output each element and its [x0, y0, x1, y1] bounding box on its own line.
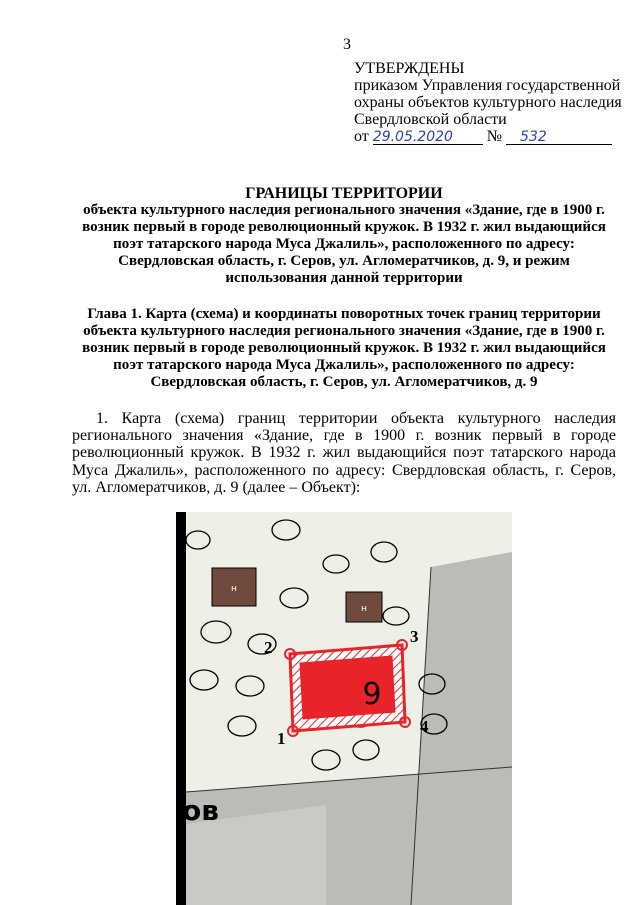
house-label: н — [231, 584, 237, 594]
chapter-line: объекта культурного наследия регионального значения «Здание, где в 1900 г. — [83, 323, 605, 339]
street-label: ов — [182, 794, 219, 827]
number-value: 532 — [520, 129, 547, 145]
chapter-line: Свердловская область, г. Серов, ул. Агломератчиков, д. 9 — [150, 374, 538, 390]
date-prefix: от — [354, 128, 369, 145]
point-label-3: 3 — [410, 627, 419, 646]
approval-line: приказом Управления государственной — [354, 77, 621, 94]
body-paragraph: 1. Карта (схема) границ территории объекта культурного наследия регионального значения «Здание, где в 1900 г. возник первый в городе революционный кружок. В 1932 г. жил выдающийся поэт татарского народа Муса Джалиль», расположенного по адресу: Свердловская область, г. Серов, ул. Агломератчиков, д. 9 (далее – Объект): — [72, 410, 616, 496]
heading-line: Свердловская область, г. Серов, ул. Агломератчиков, д. 9, и режим — [118, 253, 570, 269]
number-prefix: № — [486, 128, 503, 145]
house-label: н — [361, 604, 367, 614]
chapter-line: возник первый в городе революционный кружок. В 1932 г. жил выдающийся — [82, 340, 606, 356]
heading-line: возник первый в городе революционный кружок. В 1932 г. жил выдающийся — [82, 219, 606, 235]
document-heading — [70, 185, 618, 287]
chapter-heading — [70, 306, 618, 391]
number-field — [506, 130, 612, 145]
point-label-1: 1 — [277, 729, 286, 748]
chapter-line: Глава 1. Карта (схема) и координаты поворотных точек границ территории — [87, 306, 601, 322]
date-field — [373, 130, 483, 145]
date-value: 29.05.2020 — [372, 129, 453, 145]
boundary-map — [176, 512, 512, 905]
approval-block — [354, 60, 640, 145]
approval-line: охраны объектов культурного наследия — [354, 94, 622, 111]
point-label-4: 4 — [420, 717, 429, 736]
approval-title: УТВЕРЖДЕНЫ — [354, 60, 465, 77]
heading-title: ГРАНИЦЫ ТЕРРИТОРИИ — [245, 185, 443, 202]
chapter-line: поэт татарского народа Муса Джалиль», расположенного по адресу: — [113, 357, 575, 373]
heading-line: объекта культурного наследия регионального значения «Здание, где в 1900 г. — [83, 202, 605, 218]
map-edge — [176, 512, 186, 905]
approval-line: Свердловской области — [354, 111, 507, 128]
approval-date-row — [354, 128, 640, 145]
building-number: 9 — [362, 677, 382, 712]
heading-line: использования данной территории — [225, 270, 463, 286]
heading-line: поэт татарского народа Муса Джалиль», расположенного по адресу: — [113, 236, 575, 252]
page-number: 3 — [343, 36, 351, 53]
point-label-2: 2 — [264, 638, 273, 657]
